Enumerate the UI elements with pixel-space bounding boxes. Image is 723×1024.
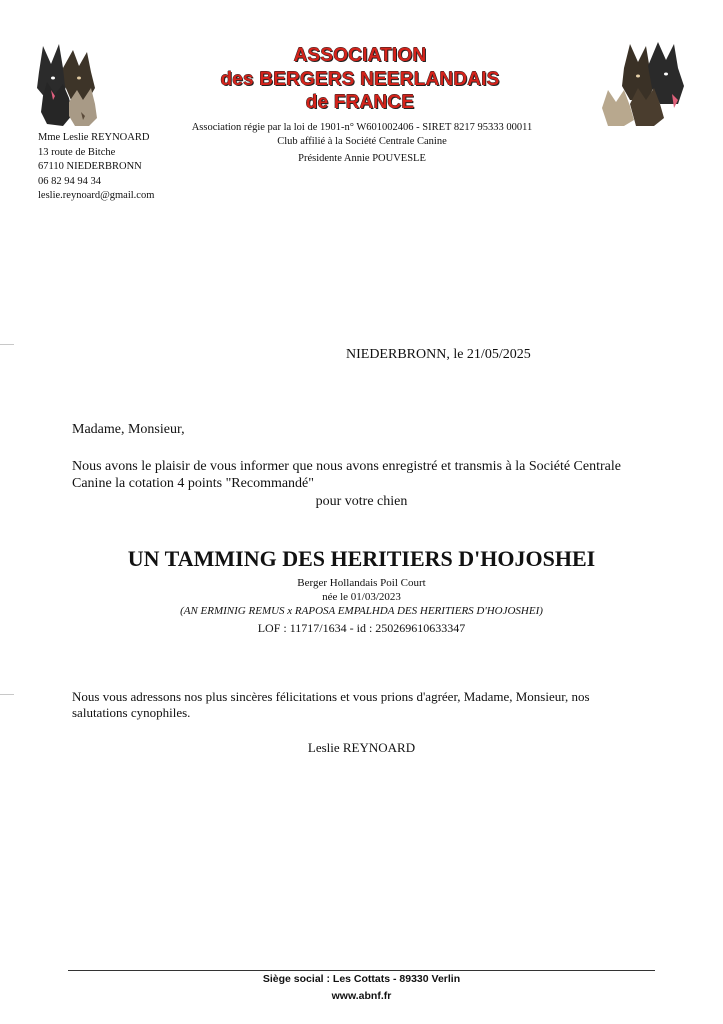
- fold-mark-top: [0, 344, 14, 345]
- sender-address: [38, 131, 154, 204]
- closing-line-2: salutations cynophiles.: [72, 705, 191, 720]
- dogs-logo-left: [33, 38, 99, 126]
- salutation: Madame, Monsieur,: [72, 422, 185, 437]
- dog-breed: Berger Hollandais Poil Court: [297, 577, 426, 589]
- dog-parents: (AN ERMINIG REMUS x RAPOSA EMPALHDA DES HERITIERS D'HOJOSHEI): [180, 605, 543, 617]
- sender-email: leslie.reynoard@gmail.com: [38, 190, 155, 201]
- sender-city: 67110 NIEDERBRONN: [38, 161, 142, 172]
- association-title-line3: de FRANCE: [305, 92, 415, 113]
- sender-street: 13 route de Bitche: [38, 146, 116, 158]
- association-title-line2: des BERGERS NEERLANDAIS: [220, 69, 500, 90]
- dog-lof-id: LOF : 11717/1634 - id : 250269610633347: [257, 621, 466, 635]
- signature: Leslie REYNOARD: [307, 740, 416, 755]
- place-date: NIEDERBRONN, le 21/05/2025: [346, 347, 531, 362]
- closing-line-1: Nous vous adressons nos plus sincères félicitations et vous prions d'agréer, Madame, Monsieur, nos: [72, 689, 590, 704]
- footer-website[interactable]: www.abnf.fr: [331, 990, 392, 1002]
- paragraph-1-line-2: Canine la cotation 4 points "Recommandé": [72, 476, 314, 491]
- dog-name: UN TAMMING DES HERITIERS D'HOJOSHEI: [127, 546, 596, 571]
- president: Présidente Annie POUVESLE: [298, 153, 426, 164]
- footer-divider: [68, 970, 655, 971]
- paragraph-1-line-3: pour votre chien: [315, 494, 408, 509]
- club-affiliation: Club affilié à la Société Centrale Canine: [277, 136, 447, 147]
- sender-name: Mme Leslie REYNOARD: [38, 132, 150, 143]
- association-title-line1: ASSOCIATION: [293, 45, 427, 66]
- legal-info: Association régie par la loi de 1901-n° W601002406 - SIRET 8217 95333 00011: [191, 122, 533, 133]
- sender-phone: 06 82 94 94 34: [38, 175, 101, 187]
- paragraph-1-line-1: Nous avons le plaisir de vous informer que nous avons enregistré et transmis à la Société Centrale: [72, 459, 621, 474]
- dog-birth-date: née le 01/03/2023: [322, 591, 401, 603]
- dogs-logo-right: [600, 38, 688, 126]
- footer-siege: Siège social : Les Cottats - 89330 Verlin: [262, 973, 461, 985]
- fold-mark-bottom: [0, 694, 14, 695]
